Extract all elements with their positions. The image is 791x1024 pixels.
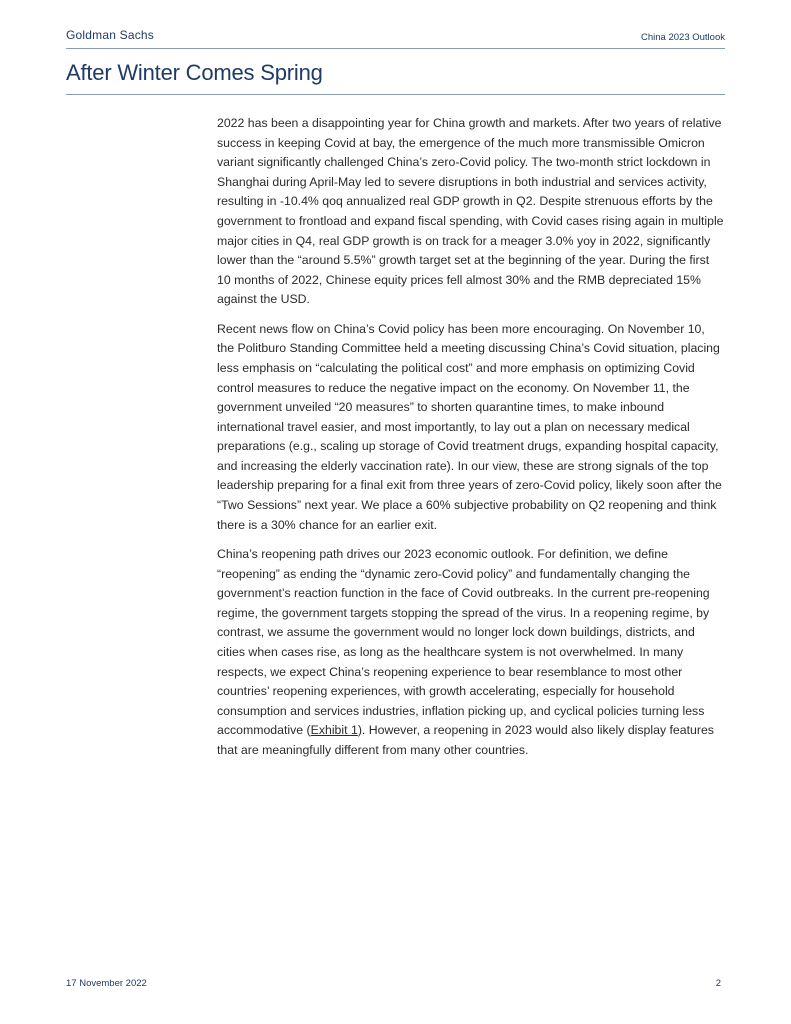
- body-text: [217, 114, 725, 770]
- page-title: After Winter Comes Spring: [66, 60, 323, 85]
- paragraph-1: 2022 has been a disappointing year for China growth and markets. After two years of relative success in keeping Covid at bay, the emergence of the much more transmissible Omicron variant significantly challenged China’s zero-Covid policy. The two-month strict lockdown in Shanghai during April-May led to severe disruptions in both industrial and services activity, resulting in -10.4% qoq annualized real GDP growth in Q2. Despite strenuous efforts by the government to frontload and expand fiscal spending, with Covid cases rising again in multiple major cities in Q4, real GDP growth is on track for a meager 3.0% yoy in 2022, significantly lower than the “around 5.5%” growth target set at the beginning of the year. During the first 10 months of 2022, Chinese equity prices fell almost 30% and the RMB depreciated 15% against the USD.: [217, 116, 724, 307]
- paragraph-3-text-start: China’s reopening path drives our 2023 economic outlook. For definition, we define “reopening” as ending the “dynamic zero-Covid policy” and fundamentally changing the government’s reaction function in the face of Covid outbreaks. In the current pre-reopening regime, the government targets stopping the spread of the virus. In a reopening regime, by contrast, we assume the government would no longer lock down buildings, districts, and cities when cases rise, as long as the healthcare system is not overwhelmed. In many respects, we expect China’s reopening experience to bear resemblance to most other countries’ reopening experiences, with growth accelerating, especially for household consumption and services industries, inflation picking up, and cyclical policies turning less accommodative (: [217, 547, 710, 738]
- brand-name: Goldman Sachs: [66, 28, 154, 42]
- footer-date: 17 November 2022: [66, 978, 147, 989]
- report-title: China 2023 Outlook: [641, 32, 725, 43]
- title-divider: [66, 94, 725, 95]
- paragraph-2: Recent news flow on China’s Covid policy has been more encouraging. On November 10, the Politburo Standing Committee held a meeting discussing China’s Covid situation, placing less emphasis on “calculating the political cost” and more emphasis on optimizing Covid control measures to reduce the negative impact on the economy. On November 11, the government unveiled “20 measures” to shorten quarantine times, to make inbound international travel easier, and most importantly, to lay out a plan on necessary medical preparations (e.g., scaling up storage of Covid treatment drugs, expanding hospital capacity, and increasing the elderly vaccination rate). In our view, these are strong signals of the top leadership preparing for a final exit from three years of zero-Covid policy, likely soon after the “Two Sessions” next year. We place a 60% subjective probability on Q2 reopening and think there is a 30% chance for an earlier exit.: [217, 321, 722, 532]
- page-number: 2: [715, 978, 721, 989]
- paragraph-3: [217, 545, 725, 761]
- exhibit-1-link[interactable]: Exhibit 1: [310, 723, 358, 738]
- header-divider: [66, 48, 725, 49]
- paragraph-3-text-end: ). However, a reopening in 2023 would also likely display features that are meaningfully different from many other countries.: [217, 723, 714, 757]
